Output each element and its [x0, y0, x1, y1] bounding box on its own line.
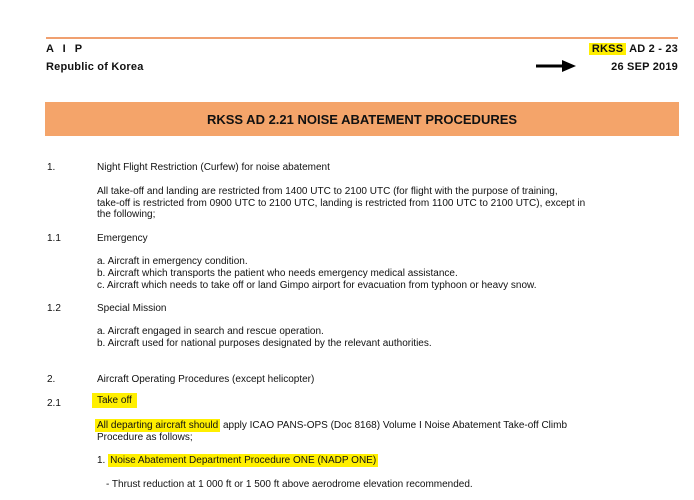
list: [97, 256, 537, 292]
list-item: b. Aircraft used for national purposes designated by the relevant authorities.: [97, 338, 432, 349]
nadp-number: 1.: [97, 455, 109, 466]
body-line: [97, 420, 665, 432]
list-item: c. Aircraft which needs to take off or land Gimpo airport for evacuation from typhoon or heavy snow.: [97, 280, 537, 291]
page-reference: [589, 43, 678, 55]
section-number: 1.2: [47, 303, 61, 314]
country-label: Republic of Korea: [46, 61, 144, 73]
section-number: 1.: [47, 162, 56, 173]
section-body: [97, 420, 665, 443]
section-number: 2.: [47, 374, 56, 385]
change-arrow-icon: [536, 60, 576, 72]
section-title: Night Flight Restriction (Curfew) for noise abatement: [97, 162, 330, 173]
body-line: Procedure as follows;: [97, 431, 193, 443]
aerodrome-code-highlight: RKSS: [589, 43, 626, 55]
list-item: b. Aircraft which transports the patient who needs emergency medical assistance.: [97, 268, 458, 279]
effective-date: 26 SEP 2019: [611, 61, 678, 73]
body-line: take-off is restricted from 0900 UTC to 2100 UTC, landing is restricted from 1100 UTC to 2100 UTC), except in: [97, 197, 586, 209]
section-banner: [45, 102, 679, 136]
banner-title: RKSS AD 2.21 NOISE ABATEMENT PROCEDURES: [206, 111, 518, 127]
list-item: a. Aircraft in emergency condition.: [97, 256, 248, 267]
aip-label: A I P: [46, 43, 86, 55]
page-number: AD 2 - 23: [629, 43, 678, 55]
section-title: [92, 395, 137, 407]
header-rule: [46, 37, 678, 39]
section-title: Emergency: [97, 233, 148, 244]
section-title-highlight: Take off: [92, 393, 137, 408]
nadp-title-highlight: Noise Abatement Department Procedure ONE (NADP ONE): [110, 455, 377, 466]
section-title: Aircraft Operating Procedures (except helicopter): [97, 374, 315, 385]
body-text: apply ICAO PANS-OPS (Doc 8168) Volume I Noise Abatement Take-off Climb: [220, 420, 568, 431]
section-body: [97, 186, 665, 221]
list-item: - Thrust reduction at 1 000 ft or 1 500 ft above aerodrome elevation recommended.: [106, 479, 473, 490]
section-number: 1.1: [47, 233, 61, 244]
section-number: 2.1: [47, 398, 61, 409]
section-title: Special Mission: [97, 303, 167, 314]
body-line: the following;: [97, 209, 156, 220]
list-item: a. Aircraft engaged in search and rescue operation.: [97, 326, 324, 337]
list: [97, 326, 432, 350]
body-line: All take-off and landing are restricted from 1400 UTC to 2100 UTC (for flight with the purpose of training,: [97, 186, 558, 197]
body-highlight: All departing aircraft should: [97, 420, 219, 431]
nadp-heading: [97, 455, 378, 467]
